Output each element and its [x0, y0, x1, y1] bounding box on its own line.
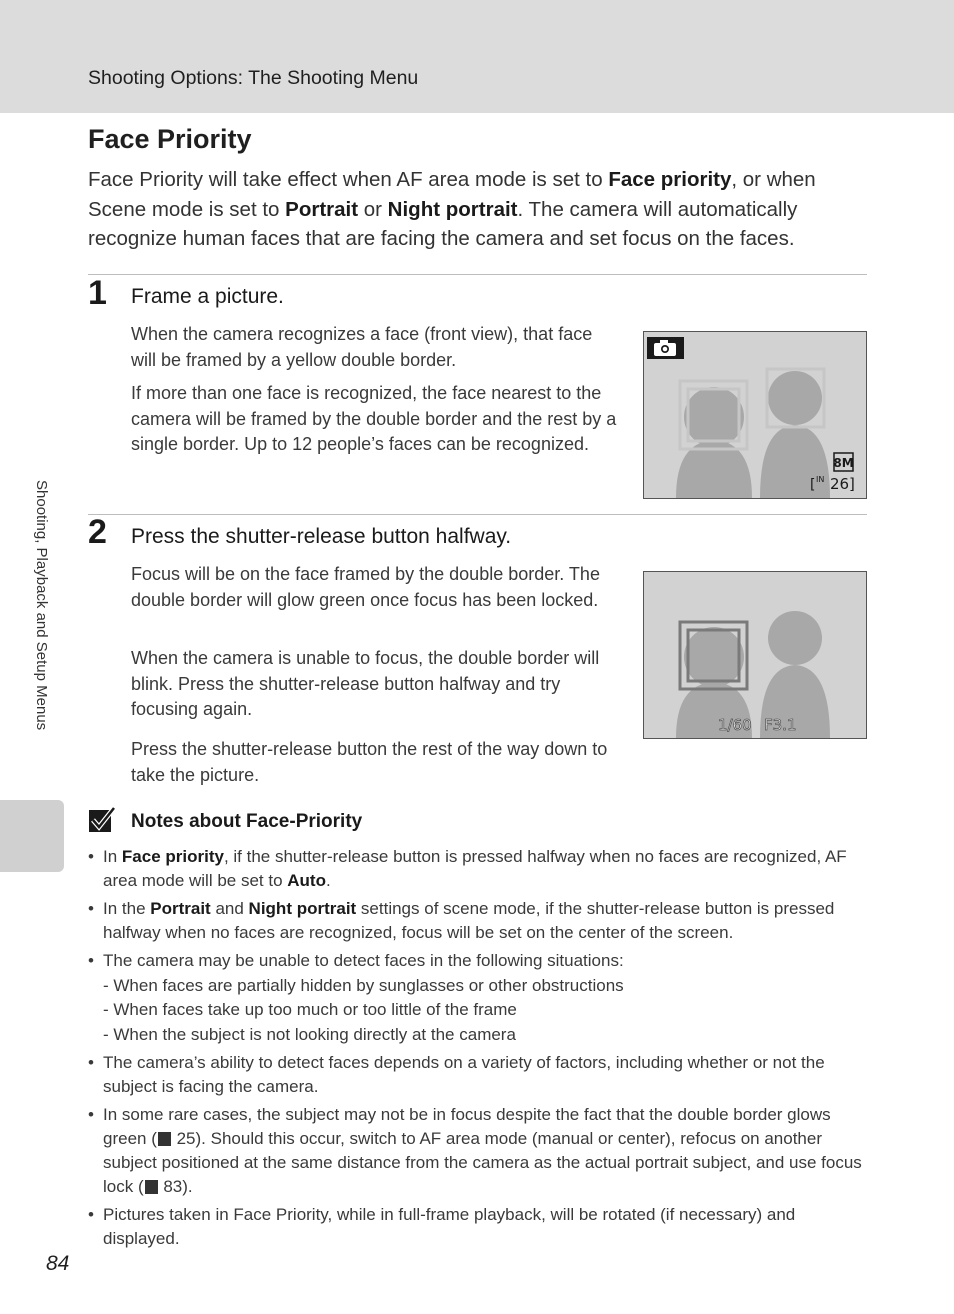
sub-list-item: - When faces are partially hidden by sunglasses or other obstructions: [103, 976, 624, 995]
step-number: 2: [88, 513, 107, 551]
list-item: • In some rare cases, the subject may not be in focus despite the fact that the double border glows green ( 25). Should this occur, switch to AF area mode (manual or center), refocus on another subject positioned at the same distance from the camera as the actual portrait subject, and use focus lock ( 83).: [88, 1105, 862, 1196]
step-number: 1: [88, 274, 107, 312]
sub-list-item: - When the subject is not looking directly at the camera: [103, 1025, 516, 1044]
notes-heading: Notes about Face-Priority: [131, 811, 363, 832]
side-tab: [0, 800, 64, 872]
step-paragraph: When the camera is unable to focus, the double border will blink. Press the shutter-release button halfway and try focusing again.: [131, 648, 600, 719]
step-heading: Press the shutter-release button halfway.: [131, 525, 512, 548]
step-paragraph: When the camera recognizes a face (front view), that face will be framed by a yellow double border.: [131, 324, 593, 370]
page-reference-icon: [145, 1180, 158, 1194]
step-heading: Frame a picture.: [131, 285, 284, 308]
aperture-value: F3.1: [764, 716, 797, 734]
page-reference-icon: [158, 1132, 171, 1146]
sub-list-item: - When faces take up too much or too little of the frame: [103, 1000, 517, 1019]
svg-text:]: ]: [849, 475, 855, 493]
camera-screen-frame: [643, 331, 867, 499]
step-paragraph: If more than one face is recognized, the face nearest to the camera will be framed by the double border and the rest by a single border. Up to 12 people’s faces can be recognized.: [131, 383, 617, 454]
page-title: Face Priority: [88, 124, 252, 154]
step-paragraph: Focus will be on the face framed by the double border. The double border will glow green once focus has been locked.: [131, 564, 600, 610]
image-size-icon: [833, 453, 853, 471]
page-number: 84: [46, 1252, 70, 1275]
camera-screen-focus: [643, 571, 867, 739]
list-item: • Pictures taken in Face Priority, while in full-frame playback, will be rotated (if necessary) and displayed.: [88, 1205, 796, 1248]
step-paragraph: Press the shutter-release button the rest of the way down to take the picture.: [131, 739, 608, 785]
section-title: Shooting Options: The Shooting Menu: [88, 67, 419, 89]
header-band: [0, 0, 954, 113]
camera-icon: [647, 337, 684, 359]
list-item: • In Face priority, if the shutter-release button is pressed halfway when no faces are recognized, AF area mode will be set to Auto.: [88, 847, 847, 890]
divider: [88, 514, 867, 515]
svg-text:[: [: [810, 477, 816, 493]
svg-text:IN: IN: [816, 475, 825, 484]
svg-text:8M: 8M: [833, 456, 854, 470]
list-item: • The camera may be unable to detect faces in the following situations:: [88, 951, 624, 970]
checkmark-icon: [88, 806, 116, 834]
list-item: • The camera’s ability to detect faces depends on a variety of factors, including whether or not the subject is facing the camera.: [88, 1053, 825, 1096]
side-tab-label: Shooting, Playback and Setup Menus: [33, 480, 50, 731]
list-item: • In the Portrait and Night portrait settings of scene mode, if the shutter-release button is pressed halfway when no faces are recognized, focus will be set on the center of the screen.: [88, 899, 835, 942]
remaining-exposures: 26: [830, 475, 850, 493]
shutter-speed: 1/60: [718, 716, 752, 734]
intro-paragraph: Face Priority will take effect when AF area mode is set to Face priority, or when Scene mode is set to Portrait or Night portrait. The camera will automatically recognize human faces that are facing the camera and set focus on the faces.: [88, 168, 816, 250]
divider: [88, 274, 867, 275]
